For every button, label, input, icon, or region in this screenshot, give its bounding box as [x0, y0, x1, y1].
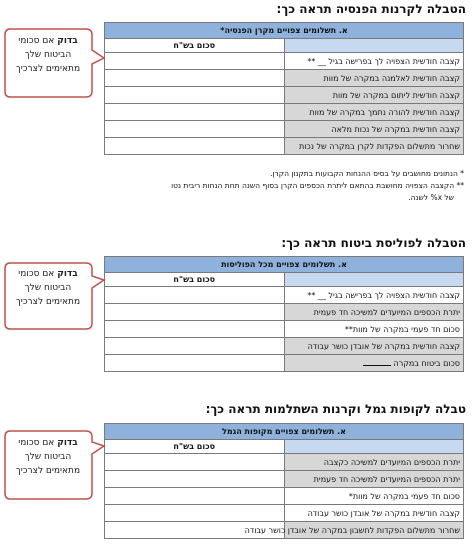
footnote: ** הקצבה הצפויה מחושבת בהתאם ליתרת הכספים הקרן בסוף השנה תחת הנחות ריבית נטו — [171, 181, 464, 190]
footnote: של x% לשנה. — [408, 193, 454, 202]
table-row-label: יתרת הכספים המיועדים למשיכה חד פעמית — [284, 304, 464, 321]
callout-text — [10, 267, 86, 309]
table-row-label: קצבה חודשית לאלמנה במקרה של מוות — [284, 70, 464, 87]
amount-cell[interactable] — [105, 355, 285, 372]
table-title: א. תשלומים צפויים מקופות הגמל — [105, 424, 464, 440]
table-row-label: קצבה חודשית במקרה של אובדן כושר עבודה — [284, 505, 464, 522]
table-row-label: קצבה חודשית במקרה של נכות מלאה — [284, 121, 464, 138]
column-amount-header: סכום בש"ח — [105, 440, 285, 454]
provident-fund-table — [104, 423, 464, 539]
amount-cell[interactable] — [105, 138, 285, 155]
table-title: א. תשלומים צפויים מכל הפוליסות — [105, 257, 464, 273]
callout-text — [10, 34, 86, 76]
table-row-label: שחרור מתשלום הפקדות לחשבון במקרה של אובדן כושר עבודה — [284, 522, 464, 539]
section-1-heading: הטבלה לקרנות הפנסיה תראה כך: — [276, 2, 466, 16]
callout-check-coverage — [4, 28, 92, 98]
section-2-heading: הטבלה לפוליסת ביטוח תראה כך: — [281, 236, 466, 250]
amount-cell[interactable] — [105, 304, 285, 321]
column-description-header — [284, 273, 464, 287]
table-row-label: יתרת הכספים המיועדים למשיכה חד פעמית — [284, 471, 464, 488]
callout-check-coverage — [4, 262, 92, 330]
callout-bold: בדוק — [57, 269, 78, 279]
table-row-label: קצבה חודשית להורה נתמך במקרה של מוות — [284, 104, 464, 121]
amount-cell[interactable] — [105, 121, 285, 138]
pension-fund-table — [104, 22, 464, 155]
callout-text — [10, 436, 86, 478]
footnotes — [44, 168, 464, 204]
column-description-header — [284, 440, 464, 454]
callout-rest: אם סכומי הביטוח שלך מתאימים לצרכיך — [15, 36, 81, 74]
amount-cell[interactable] — [105, 104, 285, 121]
section-3-heading: טבלה לקופות גמל וקרנות השתלמות תראה כך: — [205, 402, 466, 416]
table-row-label: קצבה חודשית ליתום במקרה של מוות — [284, 87, 464, 104]
row-label-text: סכום ביטוח במקרה — [393, 359, 460, 368]
callout-bold: בדוק — [57, 36, 78, 46]
blank-line — [363, 358, 391, 366]
table-row-label — [284, 355, 464, 372]
amount-cell[interactable] — [105, 287, 285, 304]
amount-cell[interactable] — [105, 454, 285, 471]
table-row-label: שחרור מתשלום הפקדות לקרן במקרה של נכות — [284, 138, 464, 155]
table-row-label: סכום חד פעמי במקרה של מוות* — [284, 488, 464, 505]
callout-rest: אם סכומי הביטוח שלך מתאימים לצרכיך — [15, 438, 81, 476]
amount-cell[interactable] — [105, 53, 285, 70]
table-row-label: קצבה חודשית הצפויה לך בפרישה בגיל __ ** — [284, 53, 464, 70]
table-row-label: יתרת הכספים המיועדים למשיכה כקצבה — [284, 454, 464, 471]
callout-check-coverage — [4, 430, 92, 500]
amount-cell[interactable] — [105, 488, 285, 505]
column-amount-header: סכום בש"ח — [105, 273, 285, 287]
amount-cell[interactable] — [105, 70, 285, 87]
amount-cell[interactable] — [105, 338, 285, 355]
table-title: א. תשלומים צפויים מקרן הפנסיה* — [105, 23, 464, 39]
table-row-label: סכום חד פעמי במקרה של מוות** — [284, 321, 464, 338]
table-row-label: קצבה חודשית הצפויה לך בפרישה בגיל __ ** — [284, 287, 464, 304]
column-amount-header: סכום בש"ח — [105, 39, 285, 53]
amount-cell[interactable] — [105, 505, 285, 522]
table-row-label: קצבה חודשית במקרה של אובדן כושר עבודה — [284, 338, 464, 355]
callout-bold: בדוק — [57, 438, 78, 448]
callout-rest: אם סכומי הביטוח שלך מתאימים לצרכיך — [15, 269, 81, 307]
amount-cell[interactable] — [105, 471, 285, 488]
insurance-policy-table — [104, 256, 464, 372]
column-description-header — [284, 39, 464, 53]
amount-cell[interactable] — [105, 321, 285, 338]
amount-cell[interactable] — [105, 87, 285, 104]
footnote: * הנתונים מחושבים על בסיס ההנחות הקבועות בתקנון הקרן. — [270, 169, 464, 178]
